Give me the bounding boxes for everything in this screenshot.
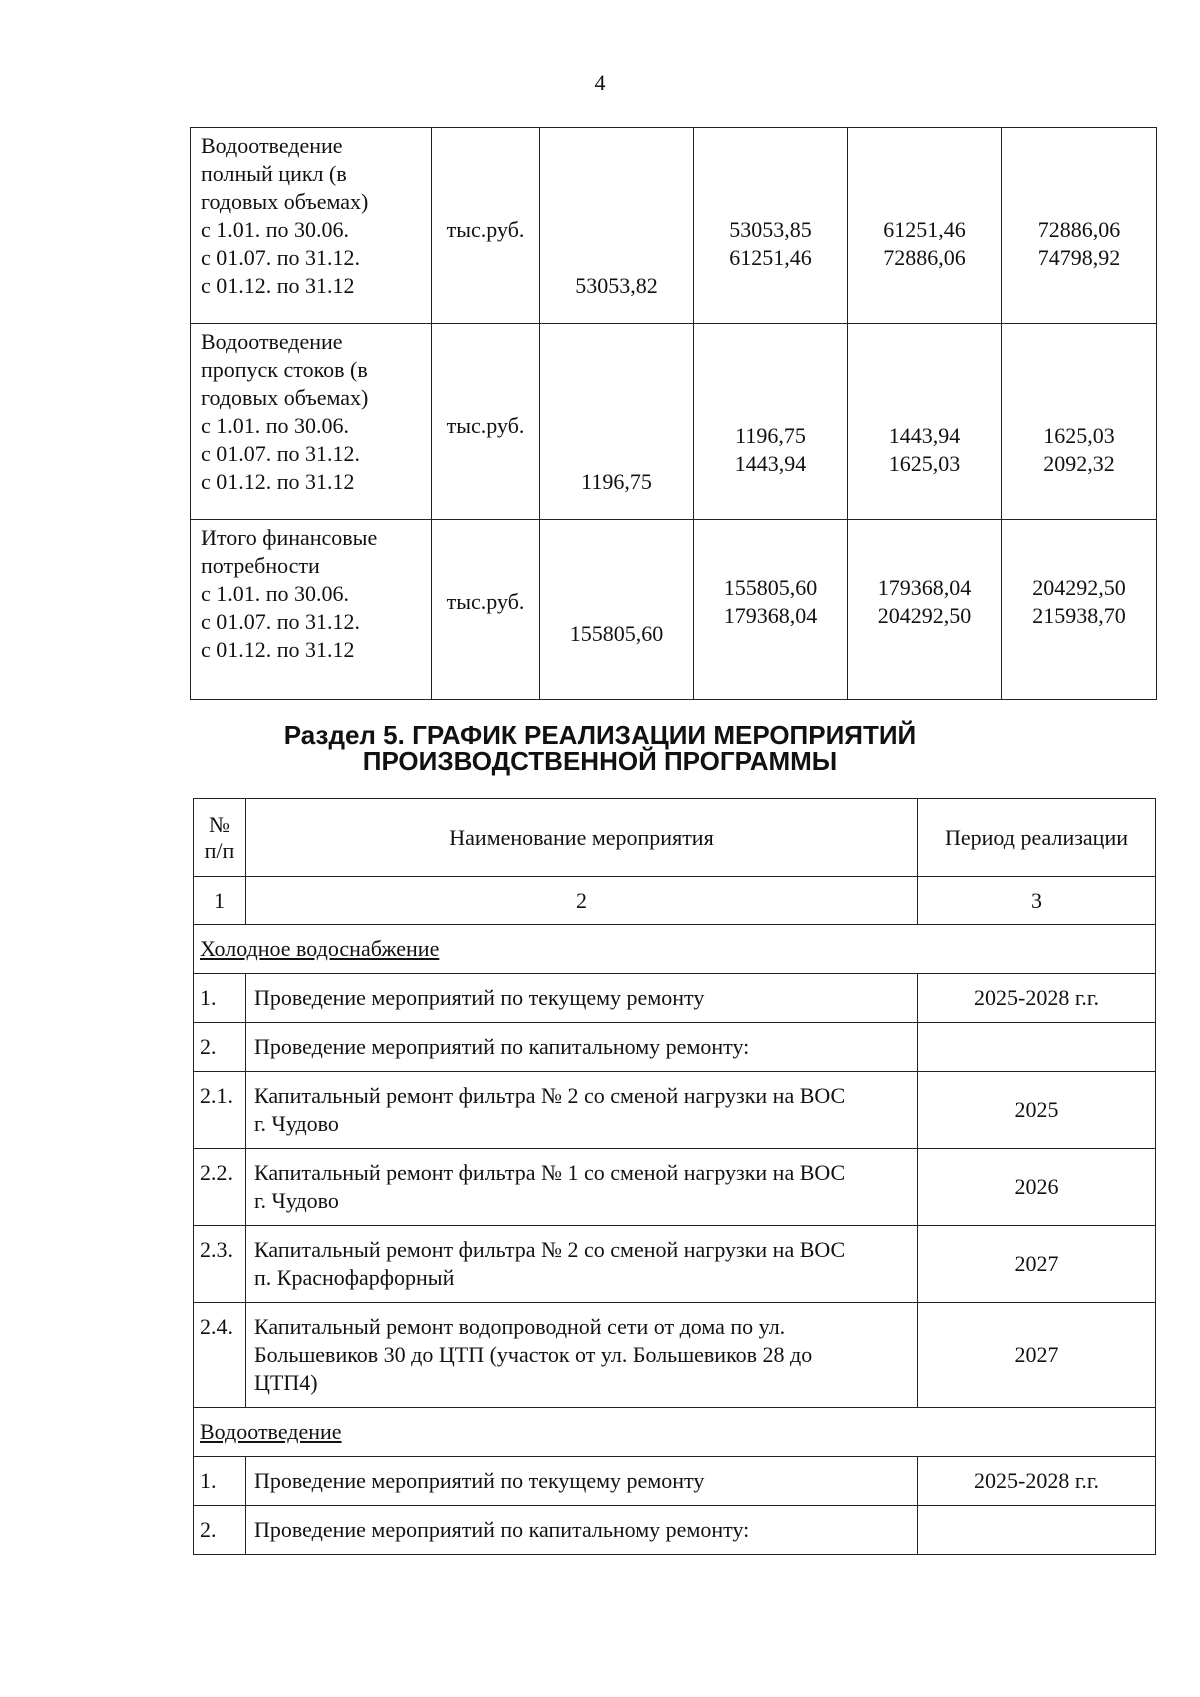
financial-row-base: 155805,60 [540,520,694,700]
column-number: 2 [246,877,918,925]
column-number-row [194,877,1156,925]
financial-row-unit: тыс.руб. [432,324,540,520]
group-title: Водоотведение [194,1408,1156,1457]
row-period: 2027 [918,1226,1156,1303]
financial-row-base: 1196,75 [540,324,694,520]
row-number: 2.1. [194,1072,246,1149]
row-name: Капитальный ремонт фильтра № 2 со сменой нагрузки на ВОС п. Краснофарфорный [246,1226,918,1303]
table-row [194,1023,1156,1072]
financial-row-value-3: 72886,06 74798,92 [1002,128,1157,324]
row-number: 2.2. [194,1149,246,1226]
row-period [918,1506,1156,1555]
row-name: Капитальный ремонт фильтра № 2 со сменой нагрузки на ВОС г. Чудово [246,1072,918,1149]
header-num: № п/п [194,799,246,877]
table-row [194,974,1156,1023]
financial-row-name: Итого финансовые потребности с 1.01. по 30.06. с 01.07. по 31.12. с 01.12. по 31.12 [191,520,432,700]
row-name: Капитальный ремонт фильтра № 1 со сменой нагрузки на ВОС г. Чудово [246,1149,918,1226]
financial-row-value-1: 1196,75 1443,94 [694,324,848,520]
table-row [194,1226,1156,1303]
schedule-table [193,798,1156,1555]
table-row [194,1149,1156,1226]
row-number: 2. [194,1023,246,1072]
row-name: Проведение мероприятий по капитальному ремонту: [246,1023,918,1072]
row-period: 2027 [918,1303,1156,1408]
financial-row-base: 53053,82 [540,128,694,324]
financial-row-value-1: 155805,60 179368,04 [694,520,848,700]
group-row [194,1408,1156,1457]
financial-row-value-3: 204292,50 215938,70 [1002,520,1157,700]
row-number: 2.3. [194,1226,246,1303]
financial-row [191,128,1157,324]
financial-row-value-2: 179368,04 204292,50 [848,520,1002,700]
column-number: 3 [918,877,1156,925]
table-row [194,1303,1156,1408]
row-period: 2025 [918,1072,1156,1149]
financial-row-value-2: 61251,46 72886,06 [848,128,1002,324]
page-number: 4 [594,70,606,95]
financial-row-value-1: 53053,85 61251,46 [694,128,848,324]
header-name: Наименование мероприятия [246,799,918,877]
column-number: 1 [194,877,246,925]
row-number: 1. [194,1457,246,1506]
schedule-header-row [194,799,1156,877]
table-row [194,1457,1156,1506]
table-row [194,1072,1156,1149]
row-name: Капитальный ремонт водопроводной сети от дома по ул. Большевиков 30 до ЦТП (участок от ул. Большевиков 28 до ЦТП4) [246,1303,918,1408]
row-name: Проведение мероприятий по текущему ремонту [246,1457,918,1506]
financial-row-total [191,520,1157,700]
row-period: 2025-2028 г.г. [918,1457,1156,1506]
group-title: Холодное водоснабжение [194,925,1156,974]
row-number: 1. [194,974,246,1023]
financial-row-unit: тыс.руб. [432,128,540,324]
financial-row-value-2: 1443,94 1625,03 [848,324,1002,520]
financial-row-unit: тыс.руб. [432,520,540,700]
header-period: Период реализации [918,799,1156,877]
financial-row-value-3: 1625,03 2092,32 [1002,324,1157,520]
row-period: 2025-2028 г.г. [918,974,1156,1023]
financial-row-name: Водоотведение пропуск стоков (в годовых объемах) с 1.01. по 30.06. с 01.07. по 31.12. с 01.12. по 31.12 [191,324,432,520]
financial-row-name: Водоотведение полный цикл (в годовых объемах) с 1.01. по 30.06. с 01.07. по 31.12. с 01.12. по 31.12 [191,128,432,324]
row-number: 2.4. [194,1303,246,1408]
row-number: 2. [194,1506,246,1555]
group-row [194,925,1156,974]
financial-table [190,127,1157,700]
table-row [194,1506,1156,1555]
section-title: Раздел 5. ГРАФИК РЕАЛИЗАЦИИ МЕРОПРИЯТИЙ ПРОИЗВОДСТВЕННОЙ ПРОГРАММЫ [283,720,917,776]
row-name: Проведение мероприятий по капитальному ремонту: [246,1506,918,1555]
row-period: 2026 [918,1149,1156,1226]
row-period [918,1023,1156,1072]
row-name: Проведение мероприятий по текущему ремонту [246,974,918,1023]
financial-row [191,324,1157,520]
